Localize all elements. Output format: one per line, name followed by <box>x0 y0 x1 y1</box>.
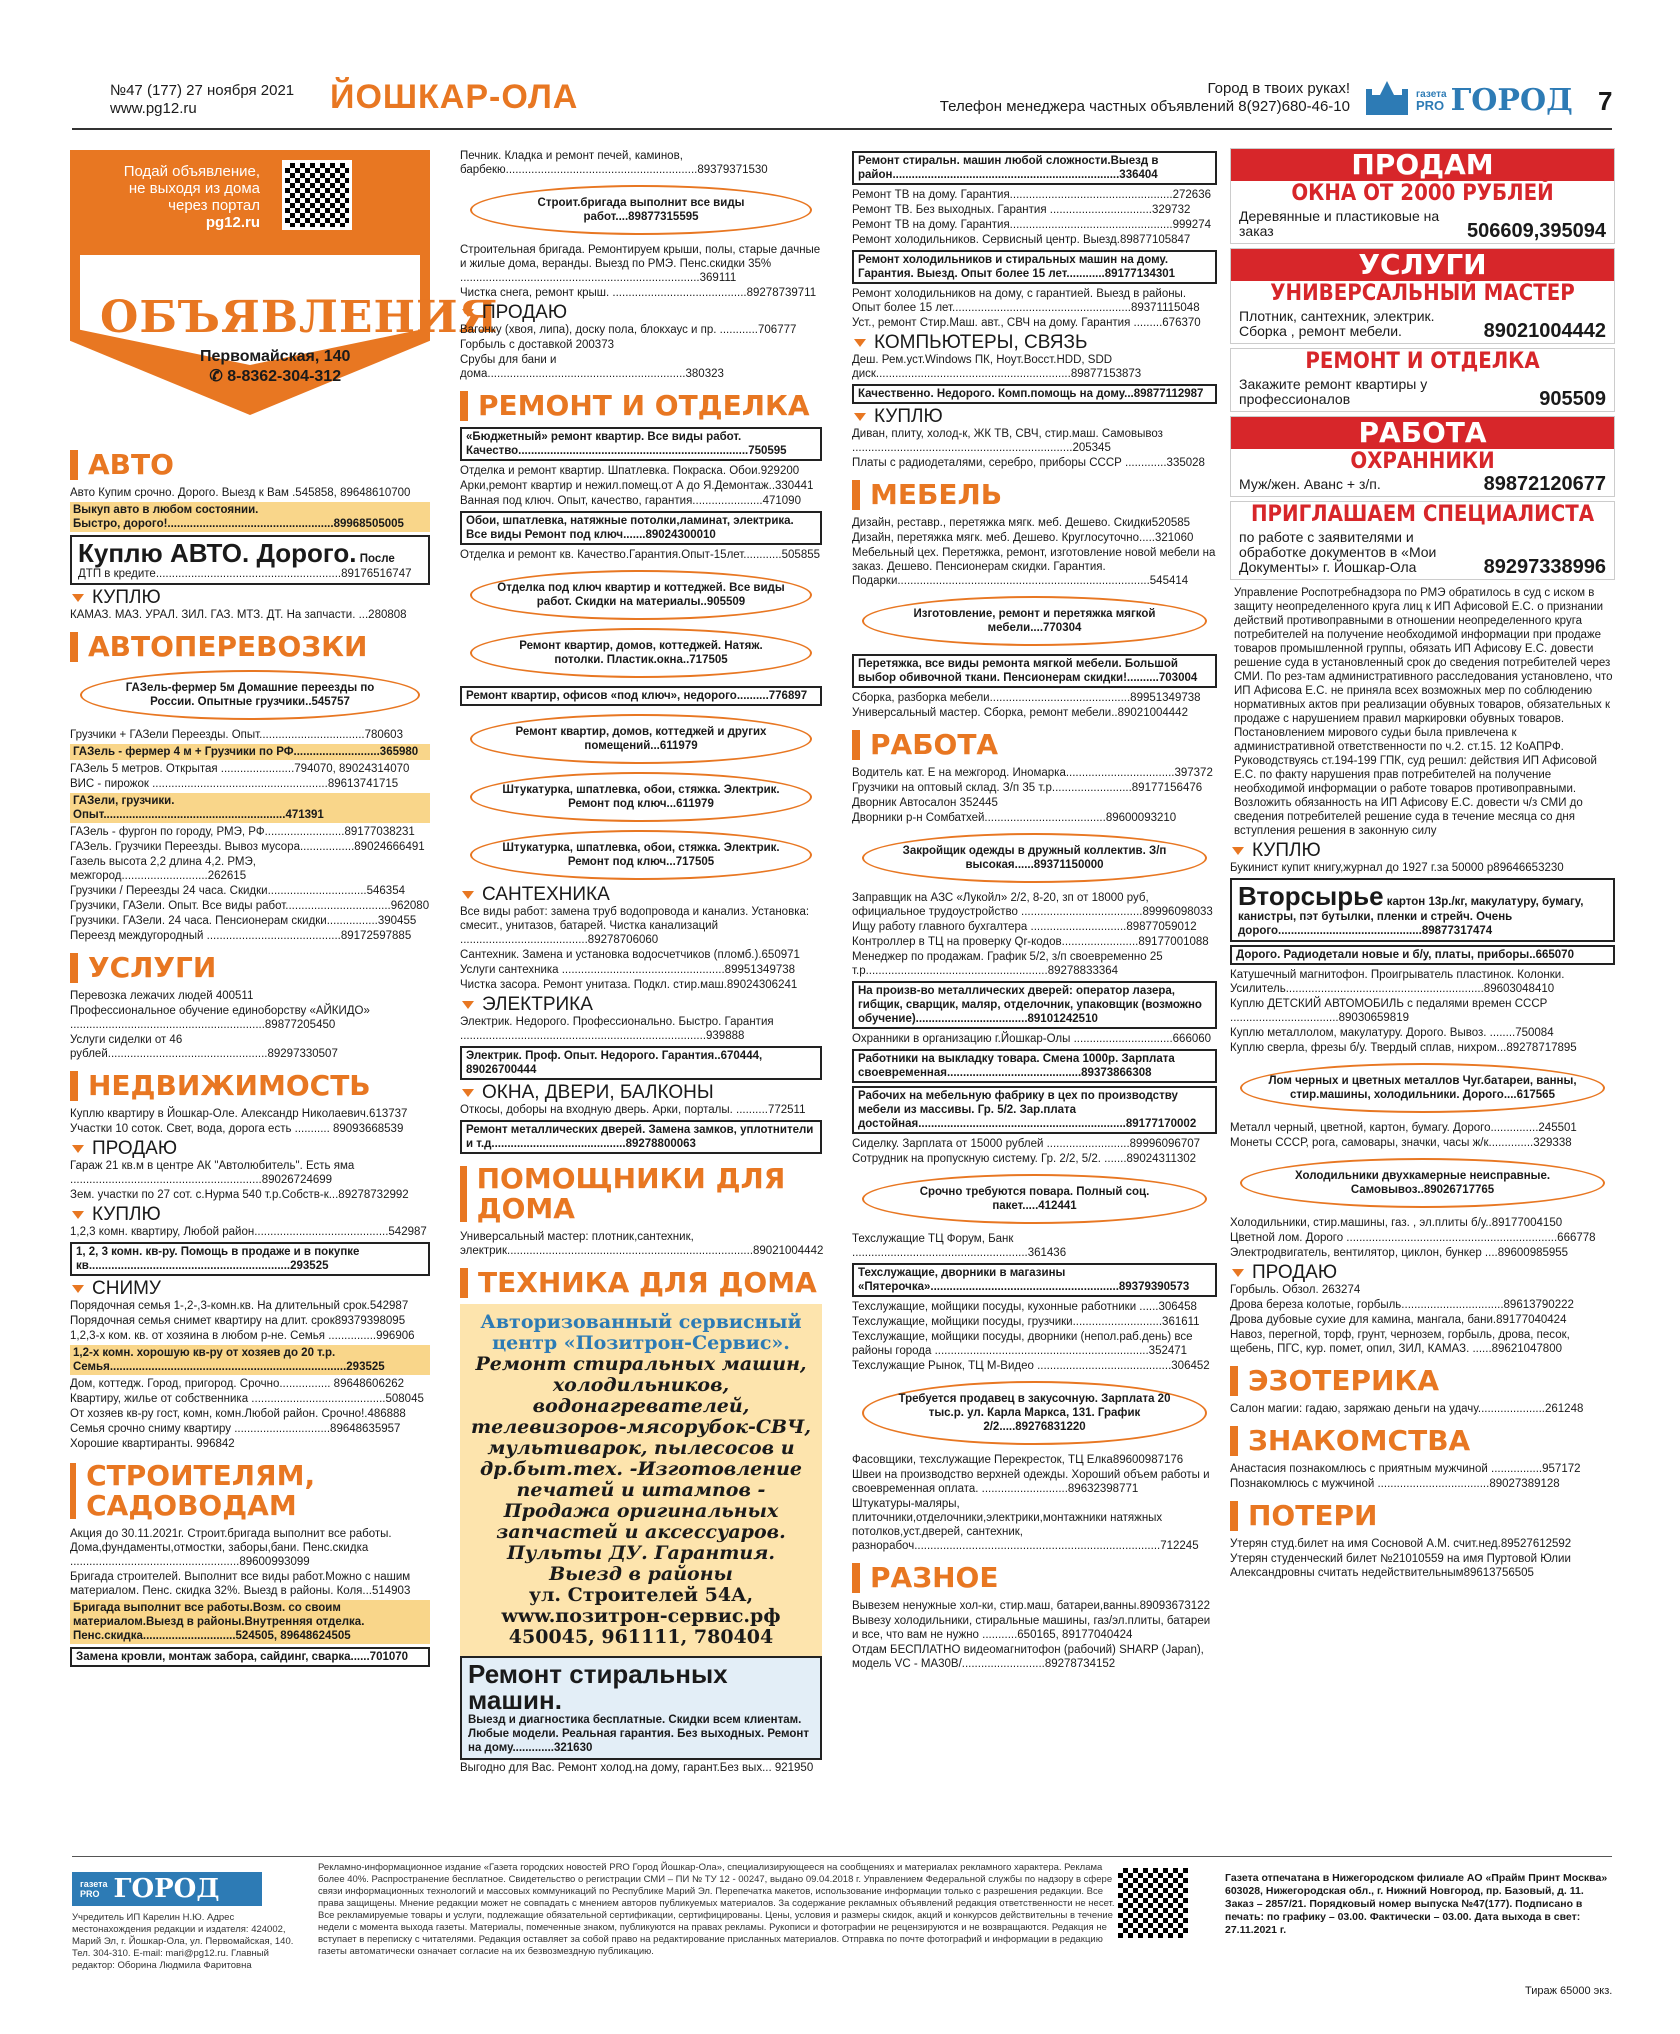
ad-item: Дизайн, реставр., перетяжка мягк. меб. Дешево. Скидки520585 <box>852 517 1191 529</box>
rubric-auto: АВТО <box>70 450 430 480</box>
ad-oval: Строит.бригада выполнит все виды работ....89877315595 <box>470 185 812 235</box>
ad-item: Вывезем ненужные хол-ки, стир.маш, батареи,ванны.89093673122 <box>852 1600 1210 1612</box>
rubric-stroitelyam: СТРОИТЕЛЯМ, САДОВОДАМ <box>70 1461 430 1521</box>
ad-highlight: 1,2-х комн. хорошую кв-ру от хозяев до 20 т.р. Семья..........................................................................293525 <box>70 1345 430 1375</box>
ad-boxed: Рабочих на мебельную фабрику в цех по производству мебели из массивы. Гр. 5/2. Зар.плата достойная.................................................................89177170002 <box>852 1086 1217 1134</box>
panel-remont: РЕМОНТ И ОТДЕЛКА Закажите ремонт квартиры у профессионалов 905509 <box>1230 348 1615 412</box>
ad-item: Платы с радиодеталями, серебро, приборы СССР .............335028 <box>852 457 1205 469</box>
logo-pro: PRO <box>1416 98 1445 113</box>
ad-item: Охранники в организацию г.Йошкар-Олы ...............................666060 <box>852 1033 1212 1045</box>
ad-item: Ванная под ключ. Опыт, качество, гарантия......................471090 <box>460 495 801 507</box>
ad-item: Дрова дубовые сухие для камина, мангала, бани.89177040424 <box>1230 1314 1567 1326</box>
panel-subtitle: ПРИГЛАШАЕМ СПЕЦИАЛИСТА <box>1250 502 1595 527</box>
ad-item: Электрик. Недорого. Профессионально. Быстро. Гарантия .............................................................................939888 <box>460 1016 774 1042</box>
subrubric-elektrika: ЭЛЕКТРИКА <box>460 998 822 1012</box>
promo-address: Первомайская, 140 ✆ 8-8362-304-312 <box>200 348 351 385</box>
ad-item: Сантехник. Замена и установка водосчетчиков (пломб.).650971 <box>460 949 800 961</box>
footer-tirazh: Тираж 65000 экз. <box>1525 1985 1613 1997</box>
court-notice: Управление Роспотребнадзора по РМЭ обратилось в суд с иском в защиту неопределенного круга лиц к ИП Афисовой Е.С. о признании действий противоправными в отношении неопределенного круга потребителей на получение необходимой информации при продаже товаров промышленной группы, обязать ИП Афисову Е.С. довести решение суда в установленный срок до сведения потребителей через СМИ. По рез-там административного расследования установлено, что ИП Афисова Е.С. не приняла всех возможных мер по соблюдению нормативных актов при реализации обувных товаров, обязательных к продаже с нарушением правил маркировки обувных товаров. Постановлением мирового судьи была привлечена к административной ответственности по ч.2. ст.15. 12 КоАПРФ. Руководствуясь ст.194-199 ГПК, суд решил: действия ИП Афисовой Е.С. по факту нарушения прав потребителей на получение необходимой информации о работе товаров противоправными. Возложить обязанность на ИП Афисову Е.С. довести ч/з СМИ до сведения потребителей решение суда в течение месяца со дня вступления решения в законную силу <box>1234 587 1613 837</box>
rubric-nedvizhimost: НЕДВИЖИМОСТЬ <box>70 1071 430 1101</box>
ad-item: Салон магии: гадаю, заряжаю деньги на удачу.....................261248 <box>1230 1403 1584 1415</box>
panel-subtitle: РЕМОНТ И ОТДЕЛКА <box>1305 349 1540 374</box>
city-title: ЙОШКАР-ОЛА <box>330 78 579 116</box>
ad-item: Дизайн, перетяжка мягк. меб. Дешево. Круглосуточно.....321060 <box>852 532 1194 544</box>
panel-rabota: РАБОТА ОХРАННИКИ Муж/жен. Аванс + з/п. 89872120677 <box>1230 416 1615 497</box>
ad-item: ГАЗель 5 метров. Открытая .......................794070, 89024314070 <box>70 763 410 775</box>
footer-logo: газета PRO ГОРОД <box>72 1872 262 1906</box>
ad-item: Грузчики, ГАЗели. Опыт. Все виды работ.................................962080 <box>70 900 430 912</box>
ad-boxed: Работники на выкладку товара. Смена 1000р. Зарплата своевременная..........................................89373866308 <box>852 1049 1217 1083</box>
ad-item: Техслужащие, мойщики посуды, кухонные работники ......306458 <box>852 1301 1197 1313</box>
panel-uslugi: УСЛУГИ УНИВЕРСАЛЬНЫЙ МАСТЕР Плотник, сантехник, электрик. Сборка , ремонт мебели. 89021004442 <box>1230 248 1615 344</box>
pro-gorod-logo <box>1362 80 1577 120</box>
ad-oval: Требуется продавец в закусочную. Зарплата 20 тыс.р. ул. Карла Маркса, 131. График 2/2.....89276831220 <box>862 1381 1207 1445</box>
ad-item: Ищу работу главного бухгалтера ..............................89877059012 <box>852 921 1197 933</box>
ad-oval: Ремонт квартир, домов, коттеджей и других помещений...611979 <box>470 714 812 764</box>
ad-item: Переезд междугородный ..........................................89172597885 <box>70 930 412 942</box>
ad-boxed: Дорого. Радиодетали новые и б/у, платы, приборы..665070 <box>1230 945 1615 965</box>
ad-item: Монеты СССР, рога, самовары, значки, часы ж/к..............329338 <box>1230 1137 1572 1149</box>
ad-item: Вывезу холодильники, стиральные машины, газ/эл.плиты, батареи и все, что вам не нужно ...........650165, 89177040424 <box>852 1615 1211 1641</box>
promo-site[interactable]: pg12.ru <box>205 214 260 231</box>
rubric-perevozki: АВТОПЕРЕВОЗКИ <box>70 632 430 662</box>
ad-item: Ремонт холодильников на дому, с гарантией. Выезд в районы. Опыт более 15 лет........................................................89371115048 <box>852 288 1200 314</box>
footer-legal: Рекламно-информационное издание «Газета городских новостей PRO Город Йошкар-Ола», специализирующееся на сообщениях и материалах рекламного характера. Реклама более 40%. Распространение бесплатное. Свидетельство о регистрации СМИ – ПИ № ТУ 12 - 00247, выдано 09.04.2018 г. Управлением Федеральной службы по надзору в сфере связи информационных технологий и массовых коммуникаций по Республике Марий Эл. Перепечатка макетов, использование информации только с разрешения редакции. Все права защищены. Мнение редакции может не совпадать с мнением авторов публикуемых материалов. За содержание рекламных объявлений редакция ответственности не несет. Все рекламируемые товары и услуги, подлежащие обязательной сертификации, сертифицированы. Цены, условия и размеры скидок, акций и конкурсов действительны в течение недели с момента выхода газеты. Материалы, помеченные знаком, публикуются на правах рекламы. Рукописи и фотографии не рецензируются и не возвращаются. Редакция не вступает в переписку с читателями. Редакция оставляет за собой право на редактирование присланных материалов. Отправка по почте фотографий и информации в редакцию газеты автоматически означает согласие на их безвозмездную публикацию. <box>318 1862 1115 1957</box>
ad-item: ГАЗель - фургон по городу, РМЭ, РФ.........................89177038231 <box>70 826 415 838</box>
ad-item: Грузчики. ГАЗели. 24 часа. Пенсионерам скидки................390455 <box>70 915 417 927</box>
header-right <box>940 80 1350 116</box>
ad-oval: Ремонт квартир, домов, коттеджей. Натяж. потолки. Пластик.окна..717505 <box>470 628 812 678</box>
rubric-remont: РЕМОНТ И ОТДЕЛКА <box>460 391 822 421</box>
promo-phone[interactable]: 8-8362-304-312 <box>227 368 342 385</box>
ad-boxed-big: Куплю АВТО. Дорого. После ДТП в кредите..........................................................89176516747 <box>70 535 430 585</box>
ad-item: Срубы для бани и дома..............................................................380323 <box>460 354 724 380</box>
ad-highlight: ГАЗель - фермер 4 м + Грузчики по РФ...........................365980 <box>70 744 430 760</box>
ad-item: Хорошие квартиранты. 996842 <box>70 1438 235 1450</box>
ad-item: Техслужащие ТЦ Форум, Банк .......................................................361436 <box>852 1233 1067 1259</box>
footer-divider <box>72 1856 1612 1857</box>
ad-item: Газель высота 2,2 длина 4,2. РМЭ, межгород...........................262615 <box>70 856 256 882</box>
ad-oval: Холодильники двухкамерные неисправные. Самовывоз..89026717765 <box>1240 1158 1605 1208</box>
ad-item: Профессиональное обучение единоборству «АЙКИДО» .............................................................89877205450 <box>70 1005 370 1031</box>
ad-oval: Штукатурка, шпатлевка, обои, стяжка. Электрик. Ремонт под ключ...611979 <box>470 772 812 822</box>
subrubric-santehnika: САНТЕХНИКА <box>460 888 822 902</box>
ad-item: Куплю ДЕТСКИЙ АВТОМОБИЛЬ с педалями времен СССР ..................................89030659819 <box>1230 998 1548 1024</box>
ad-oval: ГАЗель-фермер 5м Домашние переезды по России. Опытные грузчики..545757 <box>80 670 420 720</box>
header-divider <box>72 128 1612 130</box>
ad-item: Вагонку (хвоя, липа), доску пола, блокхаус и пр. ............706777 <box>460 324 797 336</box>
ad-item: Универсальный мастер: плотник,сантехник, электрик.............................................................................89021004442 <box>460 1231 824 1257</box>
ad-item: Услуги сантехника ...................................................89951349738 <box>460 964 796 976</box>
ad-item: Заправщик на АЗС «Лукойл» 2/2, 8-20, зп от 18000 руб, официальное трудоустройство ......................................89996098033 <box>852 892 1213 918</box>
ad-item: Куплю сверла, фрезы б/у. Твердый сплав, нихром...89278717895 <box>1230 1042 1577 1054</box>
ad-boxed: Ремонт металлических дверей. Замена замков, уплотнители и т.д..........................................89278800063 <box>460 1120 822 1154</box>
ad-item: Ремонт ТВ на дому. Гарантия...................................................999274 <box>852 219 1211 231</box>
ad-item: Деш. Рем.уст.Windows ПК, Ноут.Восст.HDD, SDD диск.............................................................89877153873 <box>852 354 1142 380</box>
ad-item: Ремонт холодильников. Сервисный центр. Выезд.89877105847 <box>852 234 1191 246</box>
ad-item: Универсальный мастер. Сборка, ремонт мебели..89021004442 <box>852 707 1188 719</box>
footer-print-info: Газета отпечатана в Нижегородском филиале АО «Прайм Принт Москва» 603028, Нижегородская обл., г. Нижний Новгород, пр. Базовый, д. 11. Заказ – 2857/21. Порядковый номер выпуска №47(177). Подписано в печать: по графику – 03.00. Фактически – 03.00. Дата выхода в свет: 27.11.2021 г. <box>1225 1872 1608 1936</box>
ad-item: Холодильники, стир.машины, газ. , эл.плиты б/у..89177004150 <box>1230 1217 1563 1229</box>
subrubric-prodayu: ПРОДАЮ <box>460 306 822 320</box>
ad-item: Дворник Автосалон 352445 <box>852 797 998 809</box>
ad-item: Техслужащие Рынок, ТЦ М-Видео ..........................................306452 <box>852 1360 1210 1372</box>
logo-gazeta: газета <box>1416 89 1447 100</box>
ad-item: Букинист купит книгу,журнал до 1927 г.за 50000 р89646653230 <box>1230 862 1564 874</box>
rubric-raznoe: РАЗНОЕ <box>852 1563 1217 1593</box>
ad-item: Дрова береза колотые, горбыль................................89613790222 <box>1230 1299 1574 1311</box>
panel-phone: 506609,395094 <box>1466 220 1606 242</box>
ad-oval: Изготовление, ремонт и перетяжка мягкой мебели....770304 <box>862 596 1207 646</box>
ad-oval: Срочно требуются повара. Полный соц. пакет.....412441 <box>862 1174 1207 1224</box>
ad-item: Утерян студ.билет на имя Сосновой А.М. счит.нед.89527612592 <box>1230 1538 1572 1550</box>
ad-item: Швеи на производство верхней одежды. Хороший объем работы и своевременная оплата. ...........................89632398771 <box>852 1469 1210 1495</box>
ad-item: Электродвигатель, вентилятор, циклон, бункер ....89600985955 <box>1230 1247 1569 1259</box>
ad-item: Ремонт ТВ. Без выходных. Гарантия ................................329732 <box>852 204 1191 216</box>
ad-item: Диван, плиту, холод-к, ЖК ТВ, СВЧ, стир.маш. Самовывоз .....................................................................205345 <box>852 428 1163 454</box>
ad-item: Катушечный магнитофон. Проигрыватель пластинок. Колонки. Усилитель..............................................................89603048410 <box>1230 969 1565 995</box>
ad-item: Дом, коттедж. Город, пригород. Срочно................ 89648606262 <box>70 1378 405 1390</box>
ad-item: Куплю квартиру в Йошкар-Оле. Александр Николаевич.613737 <box>70 1108 408 1120</box>
subrubric-kuplyu: КУПЛЮ <box>852 410 1217 424</box>
ad-item: Бригада строителей. Выполнит все виды работ.Можно с нашим материалом. Пенс. скидка 32%. Выезд в районы. Коля...514903 <box>70 1571 411 1597</box>
rubric-tehnika: ТЕХНИКА ДЛЯ ДОМА <box>460 1268 822 1298</box>
ad-item: Ремонт ТВ на дому. Гарантия...................................................272636 <box>852 189 1211 201</box>
ad-boxed: Ремонт холодильников и стиральных машин на дому. Гарантия. Выезд. Опыт более 15 лет............89177134301 <box>852 250 1217 284</box>
washing-machine-repair-ad: Ремонт стиральных машин. Выезд и диагностика бесплатные. Скидки всем клиентам. Любые модели. Реальная гарантия. Без выходных. Ремонт на дому.............321630 <box>460 1656 822 1760</box>
ad-item: Отдам БЕСПЛАТНО видеомагнитофон (рабочий) SHARP (Japan), модель VC - MA30B/..........................89278734152 <box>852 1644 1204 1670</box>
ad-item: Откосы, доборы на входную дверь. Арки, порталы. ..........772511 <box>460 1104 806 1116</box>
rubric-mebel: МЕБЕЛЬ <box>852 480 1217 510</box>
ad-item: Грузчики на оптовый склад. З/п 35 т.р.........................89177156476 <box>852 782 1203 794</box>
ad-item: Услуги сиделки от 46 рублей..................................................89297330507 <box>70 1034 338 1060</box>
ad-item: Сборка, разборка мебели............................................89951349738 <box>852 692 1201 704</box>
ad-item: Отделка и ремонт кв. Качество.Гарантия.Опыт-15лет............505855 <box>460 549 821 561</box>
rubric-znakomstva: ЗНАКОМСТВА <box>1230 1426 1615 1456</box>
panel-header: РАБОТА <box>1231 417 1614 449</box>
manager-phone: Телефон менеджера частных объявлений 8(927)680-46-10 <box>939 98 1350 115</box>
ad-item: Порядочная семья снимет квартиру на длит. срок89379398095 <box>70 1315 406 1327</box>
ad-item: Семья срочно сниму квартиру ..............................89648635957 <box>70 1423 401 1435</box>
ad-item: Горбыль. Обзол. 263274 <box>1230 1284 1361 1296</box>
ad-oval: Штукатурка, шпатлевка, обои, стяжка. Электрик. Ремонт под ключ...717505 <box>470 830 812 880</box>
ad-item: КАМАЗ. МАЗ. УРАЛ. ЗИЛ. ГАЗ. МТЗ. ДТ. На запчасти. ...280808 <box>70 609 407 621</box>
ad-item: От хозяев кв-ру гост, комн, комн.Любой район. Срочно!.486888 <box>70 1408 406 1420</box>
ad-item: Контроллер в ТЦ на проверку Qr-кодов........................89177001088 <box>852 936 1209 948</box>
ad-item: Грузчики + ГАЗели Переезды. Опыт.................................780603 <box>70 729 403 741</box>
ad-item: Участки 10 соток. Свет, вода, дорога есть ........... 89093668539 <box>70 1123 404 1135</box>
rubric-poteri: ПОТЕРИ <box>1230 1501 1615 1531</box>
ad-item: Утерян студенческий билет №21010559 на имя Пуртовой Юлии Александровны считать недействительным89613756505 <box>1230 1553 1571 1579</box>
ad-item: 1,2,3-х ком. кв. от хозяина в любом р-не. Семья ...............996906 <box>70 1330 415 1342</box>
phone-icon: ✆ <box>209 368 228 385</box>
ad-item: Фасовщики, техслужащие Перекресток, ТЦ Елка89600987176 <box>852 1454 1184 1466</box>
service-center-ad: Авторизованный сервисный центр «Позитрон-Сервис». Ремонт стиральных машин, холодильников, водонагревателей, телевизоров-мясорубок-СВЧ, мультиварок, пылесосов и др.быт.тех. -Изготовление печатей и штампов - Продажа оригинальных запчастей и аксессуаров. Пульты ДУ. Гарантия. Выезд в районы ул. Строителей 54А, www.позитрон-сервис.рф 450045, 961111, 780404 <box>460 1304 822 1656</box>
subrubric-prodayu: ПРОДАЮ <box>1230 1266 1615 1280</box>
ad-boxed: 1, 2, 3 комн. кв-ру. Помощь в продаже и в покупке кв...............................................................293525 <box>70 1242 430 1276</box>
column-4 <box>1230 148 1615 1581</box>
panel-subtitle: ОХРАННИКИ <box>1350 449 1495 474</box>
subrubric-kuplyu: КУПЛЮ <box>70 1208 430 1222</box>
subrubric-okna: ОКНА, ДВЕРИ, БАЛКОНЫ <box>460 1086 822 1100</box>
ad-oval: Отделка под ключ квартир и коттеджей. Все виды работ. Скидки на материалы..905509 <box>470 570 812 620</box>
ad-boxed: Техслужащие, дворники в магазины «Пятерочка»...........................................................89379390573 <box>852 1263 1217 1297</box>
ad-item: Грузчики / Переезды 24 часа. Скидки...............................546354 <box>70 885 405 897</box>
panel-prodam: ПРОДАМ ОКНА ОТ 2000 РУБЛЕЙ Деревянные и пластиковые на заказ 506609,395094 <box>1230 148 1615 244</box>
logo-gorod: ГОРОД <box>1450 82 1573 118</box>
ad-item: Чистка снега, ремонт крыш. ..........................................89278739711 <box>460 287 817 299</box>
ad-boxed-big: Вторсырье картон 13р./кг, макулатуру, бумагу, канистры, пэт бутылки, пленки и стрейч. Очень дорого.............................................89877317474 <box>1230 878 1615 942</box>
qr-code-icon <box>1118 1868 1188 1938</box>
promo-title: ОБЪЯВЛЕНИЯ <box>100 292 499 343</box>
qr-code-icon <box>282 160 352 230</box>
ad-item: 1,2,3 комн. квартиру, Любой район..........................................542987 <box>70 1226 427 1238</box>
ad-item: Познакомлюсь с мужчиной ...................................89027389128 <box>1230 1478 1560 1490</box>
panel-subtitle: УНИВЕРСАЛЬНЫЙ МАСТЕР <box>1270 281 1575 306</box>
kremlin-icon <box>1362 81 1412 119</box>
issue-number: №47 (177) 27 ноября 2021 <box>110 82 295 99</box>
ad-boxed: Ремонт стиральн. машин любой сложности.Выезд в район.......................................................................336404 <box>852 151 1217 185</box>
ad-oval: Закройщик одежды в дружный коллектив. З/п высокая......89371150000 <box>862 833 1207 883</box>
rubric-pomoshniki: ПОМОЩНИКИ ДЛЯ ДОМА <box>460 1164 822 1224</box>
ad-item: Отделка и ремонт квартир. Шпатлевка. Покраска. Обои.929200 <box>460 465 800 477</box>
ad-highlight: Выкуп авто в любом состоянии. Быстро, дорого!....................................................89968505005 <box>70 502 430 532</box>
ad-item: Металл черный, цветной, картон, бумагу. Дорого...............245501 <box>1230 1122 1577 1134</box>
subrubric-snimu: СНИМУ <box>70 1282 430 1296</box>
ad-item: Горбыль с доставкой 200373 <box>460 339 614 351</box>
panel-phone: 89872120677 <box>1483 473 1606 495</box>
column-2 <box>460 148 822 1776</box>
ad-item: Печник. Кладка и ремонт печей, каминов, барбекю............................................................89379371530 <box>460 150 768 176</box>
ad-item: Куплю металлолом, макулатуру. Дорого. Вывоз. ........750084 <box>1230 1027 1554 1039</box>
ad-item: Менеджер по продажам. График 5/2, з/п своевременно 25 т.р.........................................................89278833364 <box>852 951 1163 977</box>
ad-boxed: Электрик. Проф. Опыт. Недорого. Гарантия..670444, 89026700444 <box>460 1046 822 1080</box>
promo-text: Подай объявление, не выходя из дома через портал pg12.ru <box>120 163 260 231</box>
ad-item: Штукатуры-маляры, плиточники,отделочники,электрики,монтажники натяжных потолков,уст.дверей, сантехник, разнорабоч.............................................................................712245 <box>852 1498 1199 1552</box>
ad-item: Все виды работ: замена труб водопровода и канализ. Установка: смесит., унитазов, батарей. Чистка канализаций ........................................89278706060 <box>460 906 810 946</box>
site-link[interactable]: www.pg12.ru <box>110 100 197 117</box>
subrubric-kompyutery: КОМПЬЮТЕРЫ, СВЯЗЬ <box>852 336 1217 350</box>
ad-item: Сиделку. Зарплата от 15000 рублей ..........................89996096707 <box>852 1138 1201 1150</box>
ad-highlight: ГАЗели, грузчики. Опыт.........................................................471391 <box>70 793 430 823</box>
rubric-rabota: РАБОТА <box>852 730 1217 760</box>
subrubric-prodayu: ПРОДАЮ <box>70 1142 430 1156</box>
ad-item: Техслужащие, мойщики посуды, дворники (непол.раб.день) все районы города ...................................................................352471 <box>852 1331 1193 1357</box>
ad-item: Водитель кат. Е на межгород. Иномарка..................................397372 <box>852 767 1213 779</box>
subrubric-kuplyu: КУПЛЮ <box>1230 844 1615 858</box>
ad-boxed: Замена кровли, монтаж забора, сайдинг, сварка......701070 <box>70 1647 430 1667</box>
ad-highlight: Бригада выполнит все работы.Возм. со своим материалом.Выезд в районы.Внутренняя отделка. Пенс.скидка.............................524505, 89648624505 <box>70 1600 430 1644</box>
ad-item: Уст., ремонт Стир.Маш. авт., СВЧ на дому. Гарантия .........676370 <box>852 317 1201 329</box>
ad-boxed: Качественно. Недорого. Комп.помощь на дому...89877112987 <box>852 384 1217 404</box>
ad-item: Чистка засора. Ремонт унитаза. Подкл. стир.маш.89024306241 <box>460 979 798 991</box>
ad-item: Гараж 21 кв.м в центре АК "Автолюбитель". Есть яма ............................................................89026724699 <box>70 1160 355 1186</box>
ad-item: Выгодно для Вас. Ремонт холод.на дому, гарант.Без вых... 921950 <box>460 1762 814 1774</box>
page-number: 7 <box>1598 86 1613 116</box>
ad-item: ГАЗель. Грузчики Переезды. Вывоз мусора.................89024666491 <box>70 841 425 853</box>
rubric-ezoterika: ЭЗОТЕРИКА <box>1230 1366 1615 1396</box>
ad-item: Строительная бригада. Ремонтируем крыши, полы, старые дачные и жилые дома, веранды. Выезд по РМЭ. Пенс.скидки 35% ...........................................................................369111 <box>460 244 821 284</box>
ad-item: Авто Купим срочно. Дорого. Выезд к Вам .545858, 89648610700 <box>70 487 411 499</box>
ad-item: Анастасия познакомлюсь с приятным мужчиной ................957172 <box>1230 1463 1581 1475</box>
ad-oval: Лом черных и цветных металлов Чуг.батареи, ванны, стир.машины, холодильники. Дорого....617565 <box>1240 1063 1605 1113</box>
panel-specialist: ПРИГЛАШАЕМ СПЕЦИАЛИСТА по работе с заявителями и обработке документов в «Мои Документы» г. Йошкар-Ола 89297338996 <box>1230 501 1615 580</box>
ad-item: Цветной лом. Дорого ..................................................................666778 <box>1230 1232 1596 1244</box>
panel-phone: 89021004442 <box>1483 320 1606 342</box>
ad-item: Сотрудник на пропускную систему. Гр. 2/2, 5/2. .......89024311302 <box>852 1153 1197 1165</box>
ad-item: ВИС - пирожок .......................................................89613741715 <box>70 778 399 790</box>
footer-publisher: Учредитель ИП Карелин Н.Ю. Адрес местонахождения редакции и издателя: 424002, Марий Эл, г. Йошкар-Ола, ул. Первомайская, 140. Тел. 304-310. E-mail: mari@pg12.ru. Главный редактор: Оборина Людмила Фаритовна <box>72 1912 294 1971</box>
issue-info <box>110 82 294 118</box>
panel-subtitle: ОКНА ОТ 2000 РУБЛЕЙ <box>1291 181 1554 206</box>
ad-boxed: На произв-во металлических дверей: оператор лазера, гибщик, сварщик, маляр, отделочник, упаковщик (возможно обучение)...................................89101242510 <box>852 981 1217 1029</box>
column-1 <box>70 440 430 1670</box>
slogan: Город в твоих руках! <box>1207 80 1350 97</box>
panel-phone: 89297338996 <box>1483 556 1606 578</box>
ad-boxed: Перетяжка, все виды ремонта мягкой мебели. Большой выбор обивочной ткани. Пенсионерам скидки!..........703004 <box>852 654 1217 688</box>
panel-phone: 905509 <box>1539 388 1606 410</box>
ad-item: Зем. участки по 27 сот. с.Нурма 540 т.р.Собств-к...89278732992 <box>70 1189 409 1201</box>
ad-boxed: «Бюджетный» ремонт квартир. Все виды работ. Качество........................................................................750595 <box>460 427 822 461</box>
ad-item: Акция до 30.11.2021г. Строит.бригада выполнит все работы. Дома,фундаменты,отмостки, заборы,бани. Пенс.скидка .....................................................89600993099 <box>70 1528 392 1568</box>
ad-item: Навоз, перегной, торф, грунт, чернозем, горбыль, дрова, песок, щебень, ПГС, кур. помет, опил, ЗИЛ, КАМАЗ. ......89621047800 <box>1230 1329 1570 1355</box>
column-3 <box>852 148 1217 1672</box>
ad-item: Мебельный цех. Перетяжка, ремонт, изготовление новой мебели на заказ. Дешево. Пенсионерам скидки. Гарантия. Подарки...............................................................................545414 <box>852 547 1216 587</box>
panel-header: ПРОДАМ <box>1231 149 1614 181</box>
subrubric-kuplyu: КУПЛЮ <box>70 591 430 605</box>
ad-item: Техслужащие, мойщики посуды, грузчики............................361611 <box>852 1316 1200 1328</box>
ad-boxed: Обои, шпатлевка, натяжные потолки,ламинат, электрика. Все виды Ремонт под ключ.......89024300010 <box>460 511 822 545</box>
ad-item: Перевозка лежачих людей 400511 <box>70 990 254 1002</box>
ad-item: Квартиру, жилье от собственника ..........................................508045 <box>70 1393 424 1405</box>
ad-item: Дворники р-н Сомбатхей......................................89600093210 <box>852 812 1177 824</box>
ad-item: Арки,ремонт квартир и нежил.помещ.от А до Я.Демонтаж..330441 <box>460 480 814 492</box>
ad-boxed: Ремонт квартир, офисов «под ключ», недорого..........776897 <box>460 686 822 706</box>
panel-header: УСЛУГИ <box>1231 249 1614 281</box>
ad-item: Порядочная семья 1-,2-,3-комн.кв. На длительный срок.542987 <box>70 1300 409 1312</box>
rubric-uslugi: УСЛУГИ <box>70 953 430 983</box>
